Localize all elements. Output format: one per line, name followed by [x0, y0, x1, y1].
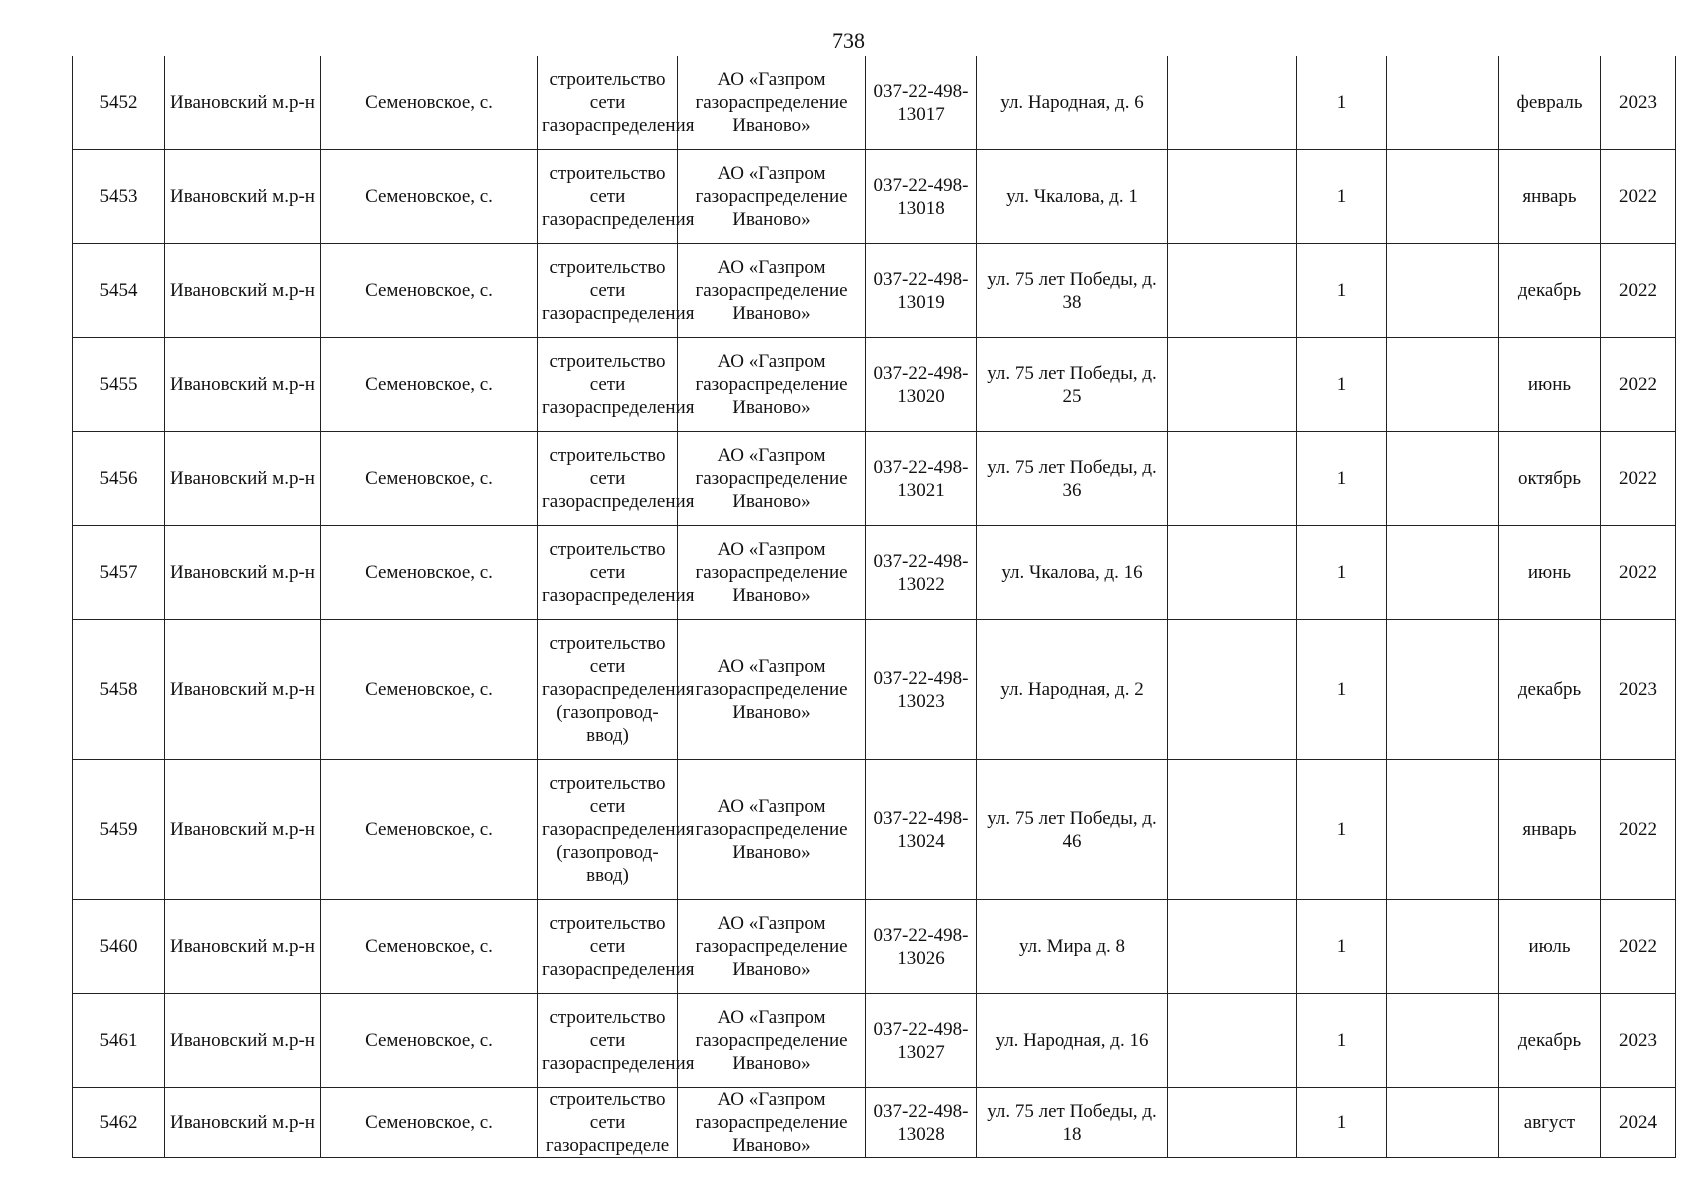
empty-cell [1168, 526, 1297, 620]
work-type-cell: строительство сети газораспределения [538, 244, 678, 338]
empty-cell [1168, 432, 1297, 526]
work-type-cell: строительство сети газораспределения [538, 994, 678, 1088]
company-cell: АО «Газпром газораспределение Иваново» [678, 760, 866, 900]
object-id-cell: 037-22-498-13027 [866, 994, 977, 1088]
district-cell: Ивановский м.р-н [165, 900, 321, 994]
empty-cell [1387, 620, 1499, 760]
row-number-cell: 5452 [73, 56, 165, 150]
district-cell: Ивановский м.р-н [165, 620, 321, 760]
table-row [73, 56, 1676, 150]
work-type-cell: строительство сети газораспределения [538, 432, 678, 526]
empty-cell [1387, 56, 1499, 150]
district-cell: Ивановский м.р-н [165, 994, 321, 1088]
district-cell: Ивановский м.р-н [165, 56, 321, 150]
quantity-cell: 1 [1297, 900, 1387, 994]
row-number-cell: 5460 [73, 900, 165, 994]
district-cell: Ивановский м.р-н [165, 244, 321, 338]
object-id-cell: 037-22-498-13024 [866, 760, 977, 900]
address-cell: ул. Народная, д. 6 [977, 56, 1168, 150]
month-cell: декабрь [1499, 994, 1601, 1088]
quantity-cell: 1 [1297, 620, 1387, 760]
row-number-cell: 5459 [73, 760, 165, 900]
month-cell: декабрь [1499, 620, 1601, 760]
page-number: 738 [832, 28, 865, 53]
address-cell: ул. Чкалова, д. 16 [977, 526, 1168, 620]
empty-cell [1387, 244, 1499, 338]
object-id-cell: 037-22-498-13021 [866, 432, 977, 526]
quantity-cell: 1 [1297, 994, 1387, 1088]
work-type-cell: строительство сети газораспределения [538, 150, 678, 244]
month-cell: декабрь [1499, 244, 1601, 338]
object-id-cell: 037-22-498-13020 [866, 338, 977, 432]
year-cell: 2022 [1601, 150, 1676, 244]
year-cell: 2022 [1601, 900, 1676, 994]
month-cell: февраль [1499, 56, 1601, 150]
month-cell: октябрь [1499, 432, 1601, 526]
empty-cell [1168, 620, 1297, 760]
quantity-cell: 1 [1297, 338, 1387, 432]
empty-cell [1387, 900, 1499, 994]
address-cell: ул. Мира д. 8 [977, 900, 1168, 994]
company-cell: АО «Газпром газораспределение Иваново» [678, 1088, 866, 1158]
object-id-cell: 037-22-498-13028 [866, 1088, 977, 1158]
table-row [73, 1088, 1676, 1158]
address-cell: ул. 75 лет Победы, д. 38 [977, 244, 1168, 338]
work-type-cell: строительство сети газораспределения [538, 900, 678, 994]
table-row [73, 900, 1676, 994]
company-cell: АО «Газпром газораспределение Иваново» [678, 900, 866, 994]
locality-cell: Семеновское, с. [321, 244, 538, 338]
empty-cell [1168, 338, 1297, 432]
empty-cell [1387, 526, 1499, 620]
empty-cell [1387, 150, 1499, 244]
year-cell: 2022 [1601, 338, 1676, 432]
empty-cell [1168, 150, 1297, 244]
row-number-cell: 5456 [73, 432, 165, 526]
district-cell: Ивановский м.р-н [165, 1088, 321, 1158]
table-row [73, 760, 1676, 900]
work-type-cell: строительство сети газораспределения [538, 56, 678, 150]
empty-cell [1168, 56, 1297, 150]
table-row [73, 432, 1676, 526]
row-number-cell: 5455 [73, 338, 165, 432]
year-cell: 2022 [1601, 526, 1676, 620]
object-id-cell: 037-22-498-13026 [866, 900, 977, 994]
address-cell: ул. 75 лет Победы, д. 25 [977, 338, 1168, 432]
locality-cell: Семеновское, с. [321, 760, 538, 900]
locality-cell: Семеновское, с. [321, 994, 538, 1088]
table-row [73, 994, 1676, 1088]
district-cell: Ивановский м.р-н [165, 432, 321, 526]
table-row [73, 526, 1676, 620]
year-cell: 2022 [1601, 432, 1676, 526]
locality-cell: Семеновское, с. [321, 56, 538, 150]
month-cell: июнь [1499, 338, 1601, 432]
quantity-cell: 1 [1297, 1088, 1387, 1158]
locality-cell: Семеновское, с. [321, 526, 538, 620]
address-cell: ул. Народная, д. 2 [977, 620, 1168, 760]
company-cell: АО «Газпром газораспределение Иваново» [678, 56, 866, 150]
district-cell: Ивановский м.р-н [165, 150, 321, 244]
row-number-cell: 5457 [73, 526, 165, 620]
district-cell: Ивановский м.р-н [165, 338, 321, 432]
work-type-cell: строительство сети газораспределения (газопровод-ввод) [538, 760, 678, 900]
work-type-cell: строительство сети газораспределения (газопровод-ввод) [538, 620, 678, 760]
row-number-cell: 5458 [73, 620, 165, 760]
company-cell: АО «Газпром газораспределение Иваново» [678, 432, 866, 526]
empty-cell [1387, 994, 1499, 1088]
work-type-cell: строительство сети газораспределения [538, 526, 678, 620]
empty-cell [1168, 760, 1297, 900]
month-cell: июнь [1499, 526, 1601, 620]
object-id-cell: 037-22-498-13018 [866, 150, 977, 244]
year-cell: 2023 [1601, 56, 1676, 150]
locality-cell: Семеновское, с. [321, 900, 538, 994]
year-cell: 2023 [1601, 994, 1676, 1088]
district-cell: Ивановский м.р-н [165, 526, 321, 620]
district-cell: Ивановский м.р-н [165, 760, 321, 900]
address-cell: ул. Чкалова, д. 1 [977, 150, 1168, 244]
object-id-cell: 037-22-498-13017 [866, 56, 977, 150]
month-cell: август [1499, 1088, 1601, 1158]
company-cell: АО «Газпром газораспределение Иваново» [678, 620, 866, 760]
address-cell: ул. 75 лет Победы, д. 18 [977, 1088, 1168, 1158]
empty-cell [1168, 900, 1297, 994]
company-cell: АО «Газпром газораспределение Иваново» [678, 244, 866, 338]
year-cell: 2022 [1601, 244, 1676, 338]
work-type-cell: строительство сети газораспределения [538, 338, 678, 432]
row-number-cell: 5453 [73, 150, 165, 244]
company-cell: АО «Газпром газораспределение Иваново» [678, 994, 866, 1088]
empty-cell [1387, 1088, 1499, 1158]
table-row [73, 338, 1676, 432]
company-cell: АО «Газпром газораспределение Иваново» [678, 150, 866, 244]
quantity-cell: 1 [1297, 244, 1387, 338]
empty-cell [1387, 760, 1499, 900]
address-cell: ул. 75 лет Победы, д. 36 [977, 432, 1168, 526]
empty-cell [1168, 994, 1297, 1088]
registry-table [72, 56, 1676, 1158]
object-id-cell: 037-22-498-13019 [866, 244, 977, 338]
work-type-cell: строительство сети газораспределе [538, 1088, 678, 1158]
table-row [73, 244, 1676, 338]
table-row [73, 620, 1676, 760]
row-number-cell: 5454 [73, 244, 165, 338]
quantity-cell: 1 [1297, 526, 1387, 620]
address-cell: ул. 75 лет Победы, д. 46 [977, 760, 1168, 900]
empty-cell [1387, 432, 1499, 526]
month-cell: июль [1499, 900, 1601, 994]
object-id-cell: 037-22-498-13023 [866, 620, 977, 760]
row-number-cell: 5462 [73, 1088, 165, 1158]
month-cell: январь [1499, 150, 1601, 244]
year-cell: 2023 [1601, 620, 1676, 760]
quantity-cell: 1 [1297, 432, 1387, 526]
empty-cell [1168, 1088, 1297, 1158]
empty-cell [1168, 244, 1297, 338]
year-cell: 2024 [1601, 1088, 1676, 1158]
quantity-cell: 1 [1297, 56, 1387, 150]
locality-cell: Семеновское, с. [321, 432, 538, 526]
locality-cell: Семеновское, с. [321, 150, 538, 244]
month-cell: январь [1499, 760, 1601, 900]
company-cell: АО «Газпром газораспределение Иваново» [678, 526, 866, 620]
quantity-cell: 1 [1297, 760, 1387, 900]
empty-cell [1387, 338, 1499, 432]
year-cell: 2022 [1601, 760, 1676, 900]
object-id-cell: 037-22-498-13022 [866, 526, 977, 620]
locality-cell: Семеновское, с. [321, 1088, 538, 1158]
company-cell: АО «Газпром газораспределение Иваново» [678, 338, 866, 432]
table-row [73, 150, 1676, 244]
locality-cell: Семеновское, с. [321, 620, 538, 760]
locality-cell: Семеновское, с. [321, 338, 538, 432]
quantity-cell: 1 [1297, 150, 1387, 244]
address-cell: ул. Народная, д. 16 [977, 994, 1168, 1088]
row-number-cell: 5461 [73, 994, 165, 1088]
